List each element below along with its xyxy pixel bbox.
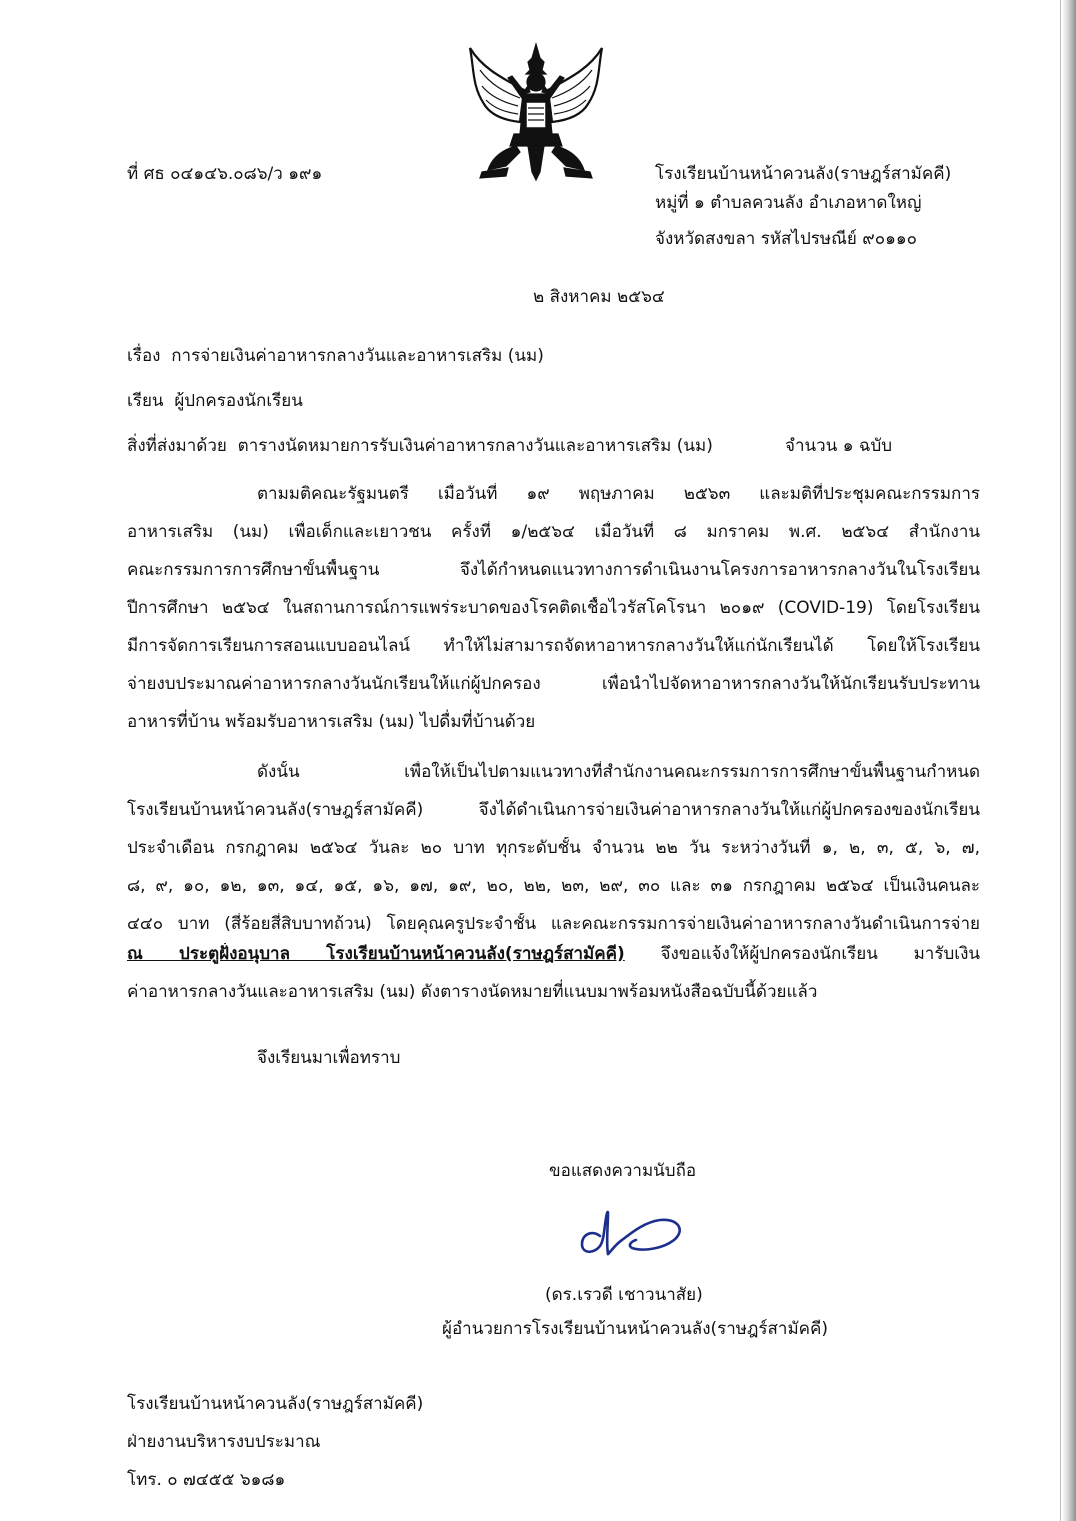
footer-department: ฝ่ายงานบริหารงบประมาณ bbox=[127, 1432, 321, 1452]
subject-line bbox=[127, 345, 544, 367]
school-name: โรงเรียนบ้านหน้าควนลัง(ราษฎร์สามัคคี) bbox=[655, 164, 952, 184]
paragraph1-line: ตามมติคณะรัฐมนตรี เมื่อวันที่ ๑๙ พฤษภาคม ๒๕๖๓ และมติที่ประชุมคณะกรรมการ bbox=[257, 484, 980, 504]
subject-label: เรื่อง bbox=[127, 346, 161, 366]
paragraph2-line: ประจำเดือน กรกฎาคม ๒๕๖๔ วันละ ๒๐ บาท ทุกระดับชั้น จำนวน ๒๒ วัน ระหว่างวันที่ ๑, ๒, ๓, ๕, ๖, ๗, bbox=[127, 838, 980, 858]
signer-name: (ดร.เรวดี เชาวนาสัย) bbox=[545, 1285, 703, 1305]
recipient-label: เรียน bbox=[127, 391, 164, 411]
distribution-location: ณ ประตูฝั่งอนุบาล โรงเรียนบ้านหน้าควนลัง(ราษฎร์สามัคคี) bbox=[127, 944, 625, 964]
paragraph1-line: ปีการศึกษา ๒๕๖๔ ในสถานการณ์การแพร่ระบาดของโรคติดเชื้อไวรัสโคโรนา ๒๐๑๙ (COVID-19) โดยโรงเรียน bbox=[127, 598, 980, 618]
subject-text: การจ่ายเงินค่าอาหารกลางวันและอาหารเสริม (นม) bbox=[171, 346, 544, 366]
location-line-rest: จึงขอแจ้งให้ผู้ปกครองนักเรียน มารับเงิน bbox=[660, 944, 980, 964]
paragraph1-line: มีการจัดการเรียนการสอนแบบออนไลน์ ทำให้ไม่สามารถจัดหาอาหารกลางวันให้แก่นักเรียนได้ โดยให้โรงเรียน bbox=[127, 636, 980, 656]
paragraph2-line: ๔๔๐ บาท (สี่ร้อยสี่สิบบาทถ้วน) โดยคุณครูประจำชั้น และคณะกรรมการจ่ายเงินค่าอาหารกลางวันดำเนินการจ่าย bbox=[127, 914, 980, 934]
paragraph2-line: ดังนั้น เพื่อให้เป็นไปตามแนวทางที่สำนักงานคณะกรรมการการศึกษาขั้นพื้นฐานกำหนด bbox=[257, 762, 980, 782]
enclosure-line bbox=[127, 435, 713, 457]
paragraph1-line: อาหารเสริม (นม) เพื่อเด็กและเยาวชน ครั้งที่ ๑/๒๕๖๔ เมื่อวันที่ ๘ มกราคม พ.ศ. ๒๕๖๔ สำนักงาน bbox=[127, 522, 980, 542]
closing-line: จึงเรียนมาเพื่อทราบ bbox=[257, 1048, 401, 1068]
school-address-line2: จังหวัดสงขลา รหัสไปรษณีย์ ๙๐๑๑๐ bbox=[655, 229, 918, 249]
paragraph1-line: จ่ายงบประมาณค่าอาหารกลางวันนักเรียนให้แก่ผู้ปกครอง เพื่อนำไปจัดหาอาหารกลางวันให้นักเรียนรับประทาน bbox=[127, 674, 980, 694]
garuda-emblem-icon bbox=[462, 38, 610, 188]
recipient-text: ผู้ปกครองนักเรียน bbox=[174, 391, 303, 411]
letter-date: ๒ สิงหาคม ๒๕๖๔ bbox=[533, 287, 665, 307]
footer-school: โรงเรียนบ้านหน้าควนลัง(ราษฎร์สามัคคี) bbox=[127, 1394, 424, 1414]
paragraph2-line: โรงเรียนบ้านหน้าควนลัง(ราษฎร์สามัคคี) จึงได้ดำเนินการจ่ายเงินค่าอาหารกลางวันให้แก่ผู้ปกครองของนักเรียน bbox=[127, 800, 980, 820]
enclosure-text: ตารางนัดหมายการรับเงินค่าอาหารกลางวันและอาหารเสริม (นม) bbox=[237, 436, 713, 456]
signer-position: ผู้อำนวยการโรงเรียนบ้านหน้าควนลัง(ราษฎร์สามัคคี) bbox=[442, 1319, 829, 1339]
enclosure-count: จำนวน ๑ ฉบับ bbox=[785, 436, 893, 456]
salutation: ขอแสดงความนับถือ bbox=[549, 1161, 697, 1181]
paragraph2-location-line bbox=[127, 943, 980, 965]
paragraph2-last-line: ค่าอาหารกลางวันและอาหารเสริม (นม) ดังตารางนัดหมายที่แนบมาพร้อมหนังสือฉบับนี้ด้วยแล้ว bbox=[127, 982, 818, 1002]
signature-icon bbox=[570, 1200, 695, 1260]
document-number: ที่ ศธ ๐๔๑๔๖.๐๘๖/ว ๑๙๑ bbox=[127, 164, 323, 184]
enclosure-label: สิ่งที่ส่งมาด้วย bbox=[127, 436, 227, 456]
page-edge-shadow bbox=[1062, 0, 1076, 1521]
school-address-line1: หมู่ที่ ๑ ตำบลควนลัง อำเภอหาดใหญ่ bbox=[655, 193, 922, 213]
paragraph1-line: อาหารที่บ้าน พร้อมรับอาหารเสริม (นม) ไปดื่มที่บ้านด้วย bbox=[127, 712, 536, 732]
paragraph1-line: คณะกรรมการการศึกษาขั้นพื้นฐาน จึงได้กำหนดแนวทางการดำเนินงานโครงการอาหารกลางวันในโรงเรียน bbox=[127, 560, 980, 580]
footer-phone: โทร. ๐ ๗๔๕๕ ๖๑๘๑ bbox=[127, 1470, 286, 1490]
recipient-line bbox=[127, 390, 303, 412]
paragraph2-line: ๘, ๙, ๑๐, ๑๒, ๑๓, ๑๔, ๑๕, ๑๖, ๑๗, ๑๙, ๒๐, ๒๒, ๒๓, ๒๙, ๓๐ และ ๓๑ กรกฎาคม ๒๕๖๔ เป็นเงินคนละ bbox=[127, 876, 980, 896]
